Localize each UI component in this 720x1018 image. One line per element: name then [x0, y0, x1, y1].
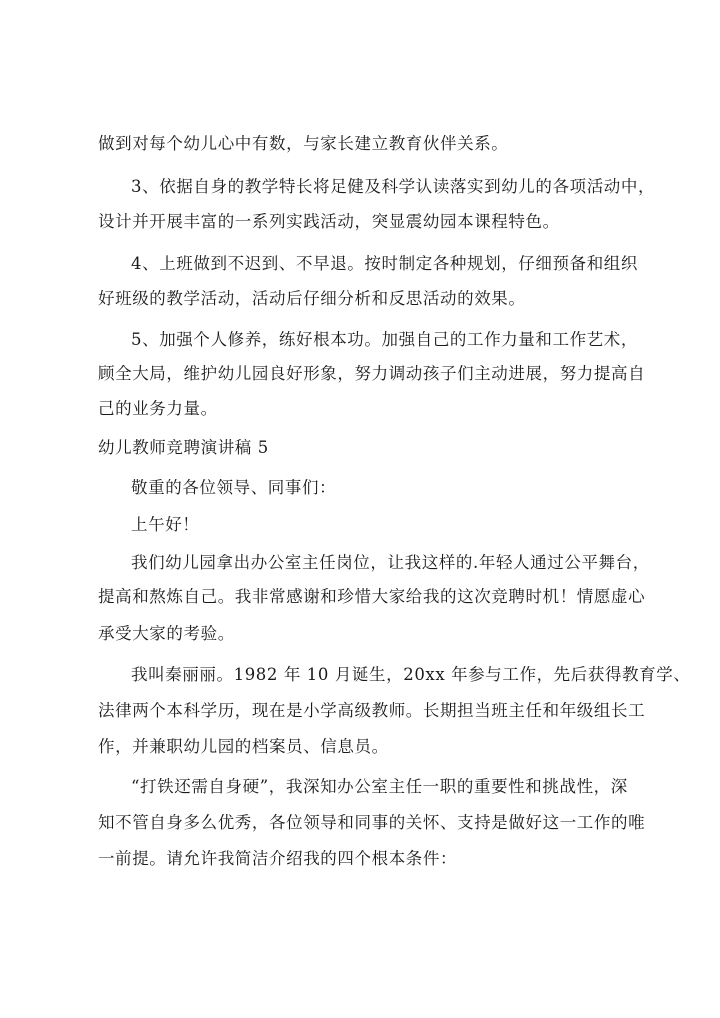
text-line: 法律两个本科学历，现在是小学高级教师。长期担当班主任和年级组长工	[98, 701, 646, 720]
text-line: 一前提。请允许我简洁介绍我的四个根本条件：	[98, 849, 458, 868]
text-line: “打铁还需自身硬”，我深知办公室主任一职的重要性和挑战性，深	[131, 777, 628, 796]
greeting: 上午好！	[131, 515, 200, 534]
text-line: 承受大家的考验。	[98, 624, 235, 643]
text-line: 好班级的教学活动，活动后仔细分析和反思活动的效果。	[98, 289, 526, 308]
text-line: 我们幼儿园拿出办公室主任岗位，让我这样的.年轻人通过公平舞台，	[131, 553, 650, 572]
text-line: 4、上班做到不迟到、不早退。按时制定各种规划，仔细预备和组织	[131, 254, 638, 273]
text-line: 作，并兼职幼儿园的档案员、信息员。	[98, 737, 389, 756]
text-line: 己的业务力量。	[98, 399, 218, 418]
text-line: 提高和熬炼自己。我非常感谢和珍惜大家给我的这次竞聘时机！情愿虚心	[98, 587, 646, 606]
text-line: 设计并开展丰富的一系列实践活动，突显震幼园本课程特色。	[98, 212, 560, 231]
text-line: 顾全大局，维护幼儿园良好形象，努力调动孩子们主动进展，努力提高自	[98, 364, 646, 383]
text-line: 知不管自身多么优秀，各位领导和同事的关怀、支持是做好这一工作的唯	[98, 813, 646, 832]
text-line: 我叫秦丽丽。1982 年 10 月诞生，20xx 年参与工作，先后获得教育学、	[131, 665, 691, 684]
section-heading: 幼儿教师竞聘演讲稿 5	[98, 438, 269, 457]
salutation: 敬重的各位领导、同事们：	[131, 478, 337, 497]
text-line: 3、依据自身的教学特长将足健及科学认读落实到幼儿的各项活动中，	[131, 177, 656, 196]
text-line: 5、加强个人修养，练好根本功。加强自己的工作力量和工作艺术，	[131, 330, 638, 349]
text-line: 做到对每个幼儿心中有数，与家长建立教育伙伴关系。	[98, 134, 509, 153]
